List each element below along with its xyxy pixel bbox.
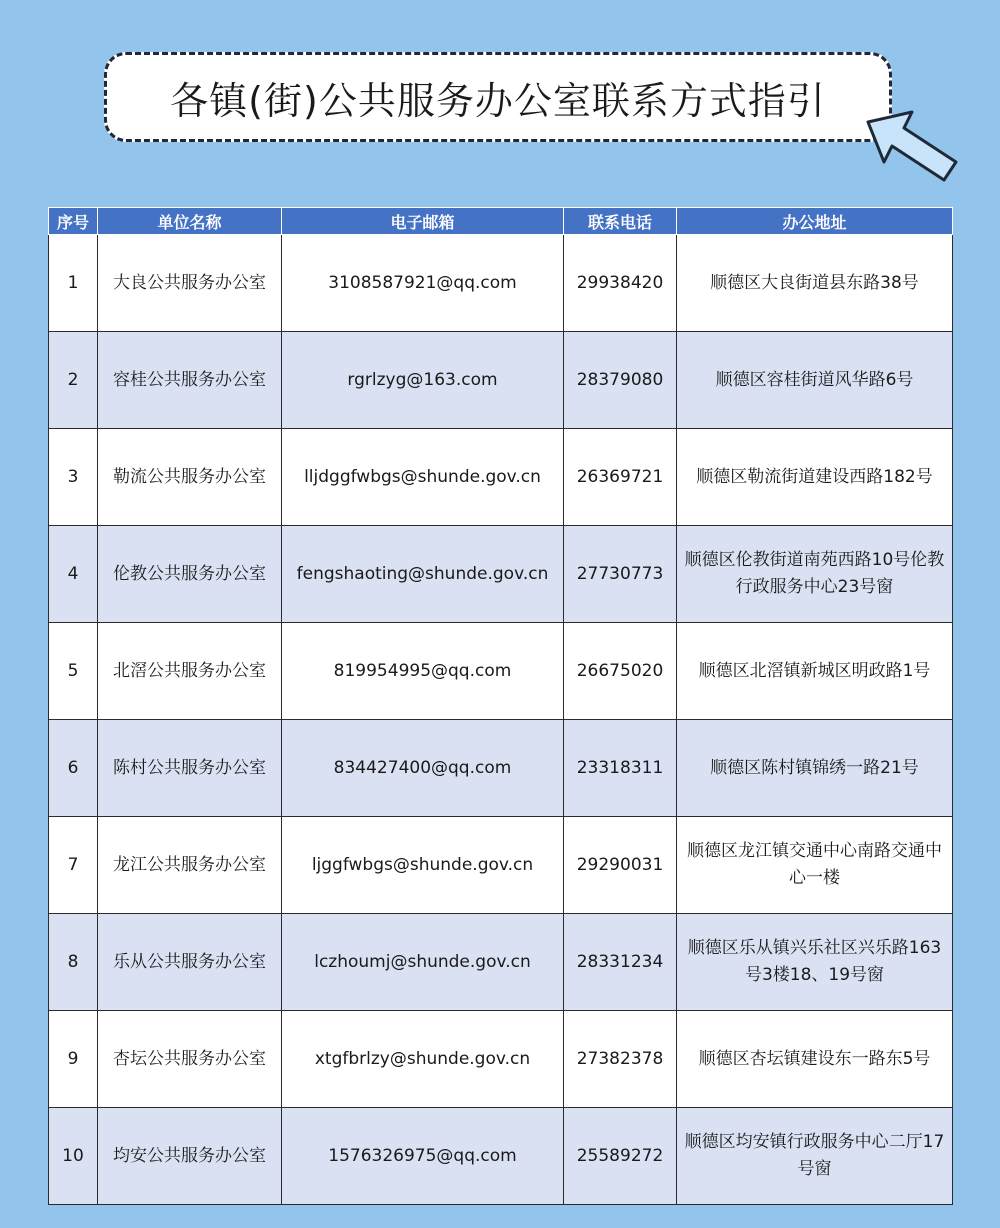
- cell-email: fengshaoting@shunde.gov.cn: [282, 526, 564, 623]
- cell-unit-name: 伦教公共服务办公室: [98, 526, 282, 623]
- table-row: [49, 720, 953, 817]
- cell-index: 2: [49, 332, 98, 429]
- table-row: [49, 1011, 953, 1108]
- cell-phone: 26369721: [564, 429, 677, 526]
- cell-email: 3108587921@qq.com: [282, 235, 564, 332]
- cell-phone: 29290031: [564, 817, 677, 914]
- cell-unit-name: 大良公共服务办公室: [98, 235, 282, 332]
- cell-unit-name: 勒流公共服务办公室: [98, 429, 282, 526]
- cell-address: 顺德区伦教街道南苑西路10号伦教行政服务中心23号窗: [677, 526, 953, 623]
- header-email: 电子邮箱: [282, 208, 564, 235]
- page-title: 各镇(街)公共服务办公室联系方式指引: [170, 78, 826, 123]
- cell-phone: 27382378: [564, 1011, 677, 1108]
- table-header-row: [49, 208, 953, 235]
- title-banner: [104, 52, 892, 142]
- cell-unit-name: 北滘公共服务办公室: [98, 623, 282, 720]
- cell-phone: 25589272: [564, 1108, 677, 1205]
- header-index: 序号: [49, 208, 98, 235]
- cell-index: 1: [49, 235, 98, 332]
- cell-email: 819954995@qq.com: [282, 623, 564, 720]
- cell-index: 5: [49, 623, 98, 720]
- cell-email: lczhoumj@shunde.gov.cn: [282, 914, 564, 1011]
- cell-phone: 23318311: [564, 720, 677, 817]
- cell-phone: 28331234: [564, 914, 677, 1011]
- cell-address: 顺德区均安镇行政服务中心二厅17号窗: [677, 1108, 953, 1205]
- cell-index: 9: [49, 1011, 98, 1108]
- cell-address: 顺德区北滘镇新城区明政路1号: [677, 623, 953, 720]
- cell-phone: 28379080: [564, 332, 677, 429]
- cell-email: rgrlzyg@163.com: [282, 332, 564, 429]
- cell-unit-name: 容桂公共服务办公室: [98, 332, 282, 429]
- cell-address: 顺德区龙江镇交通中心南路交通中心一楼: [677, 817, 953, 914]
- pointer-arrow-icon: [862, 110, 962, 190]
- cell-index: 4: [49, 526, 98, 623]
- cell-address: 顺德区乐从镇兴乐社区兴乐路163号3楼18、19号窗: [677, 914, 953, 1011]
- table-row: [49, 817, 953, 914]
- cell-address: 顺德区勒流街道建设西路182号: [677, 429, 953, 526]
- header-unit-name: 单位名称: [98, 208, 282, 235]
- cell-address: 顺德区大良街道县东路38号: [677, 235, 953, 332]
- table-row: [49, 623, 953, 720]
- cell-phone: 27730773: [564, 526, 677, 623]
- header-address: 办公地址: [677, 208, 953, 235]
- cell-address: 顺德区容桂街道风华路6号: [677, 332, 953, 429]
- table-row: [49, 914, 953, 1011]
- cell-phone: 26675020: [564, 623, 677, 720]
- cell-email: xtgfbrlzy@shunde.gov.cn: [282, 1011, 564, 1108]
- cell-address: 顺德区陈村镇锦绣一路21号: [677, 720, 953, 817]
- table-row: [49, 332, 953, 429]
- cell-unit-name: 杏坛公共服务办公室: [98, 1011, 282, 1108]
- cell-unit-name: 陈村公共服务办公室: [98, 720, 282, 817]
- cell-index: 6: [49, 720, 98, 817]
- cell-unit-name: 龙江公共服务办公室: [98, 817, 282, 914]
- table-row: [49, 429, 953, 526]
- cell-unit-name: 均安公共服务办公室: [98, 1108, 282, 1205]
- cell-email: 834427400@qq.com: [282, 720, 564, 817]
- table-row: [49, 235, 953, 332]
- table-row: [49, 1108, 953, 1205]
- cell-email: ljggfwbgs@shunde.gov.cn: [282, 817, 564, 914]
- cell-index: 3: [49, 429, 98, 526]
- header-phone: 联系电话: [564, 208, 677, 235]
- cell-address: 顺德区杏坛镇建设东一路东5号: [677, 1011, 953, 1108]
- cell-unit-name: 乐从公共服务办公室: [98, 914, 282, 1011]
- cell-email: 1576326975@qq.com: [282, 1108, 564, 1205]
- cell-index: 10: [49, 1108, 98, 1205]
- contact-table: [48, 207, 953, 1205]
- cell-index: 8: [49, 914, 98, 1011]
- contact-table-container: [48, 207, 952, 1204]
- cell-phone: 29938420: [564, 235, 677, 332]
- cell-index: 7: [49, 817, 98, 914]
- table-row: [49, 526, 953, 623]
- cell-email: lljdggfwbgs@shunde.gov.cn: [282, 429, 564, 526]
